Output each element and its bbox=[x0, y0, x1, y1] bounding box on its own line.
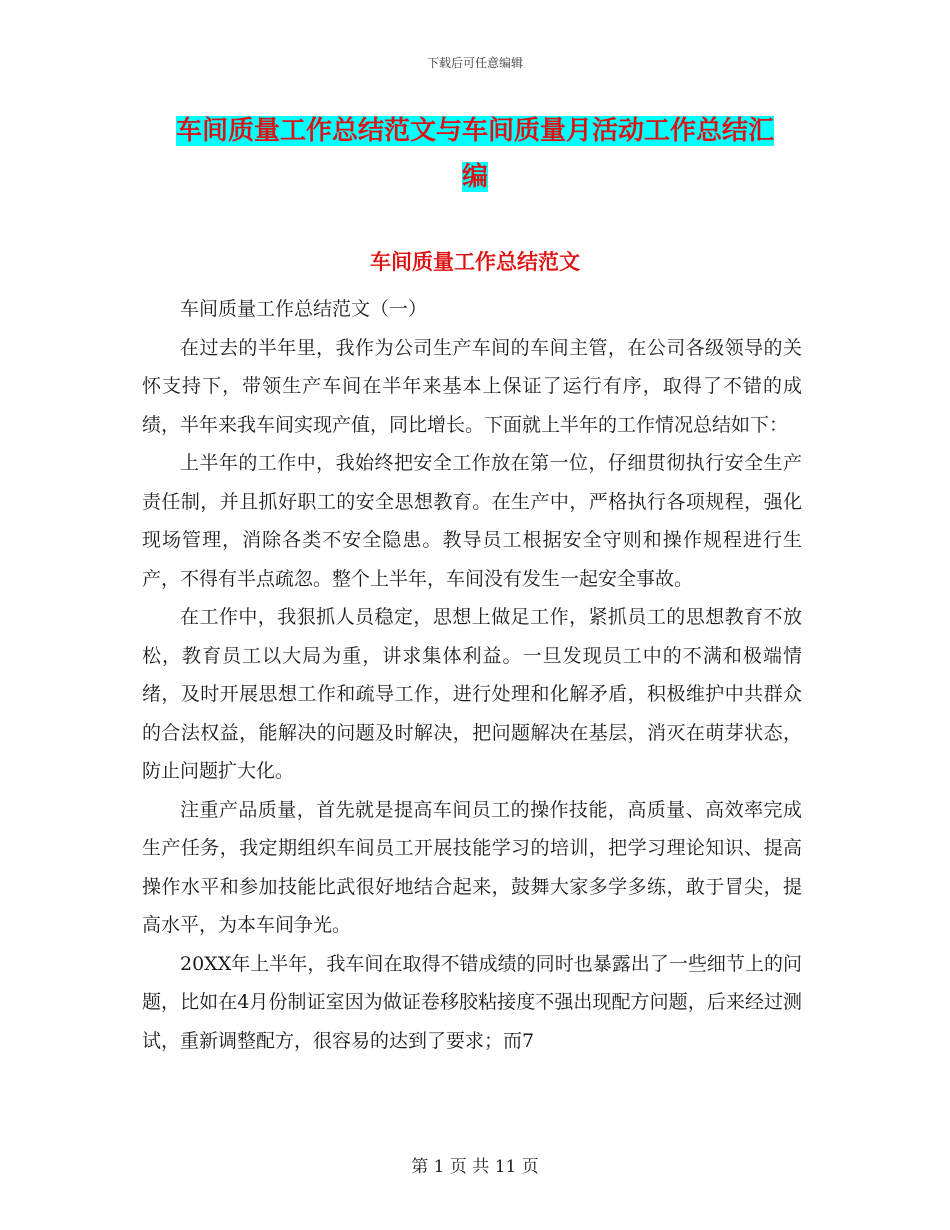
document-body bbox=[142, 290, 802, 1060]
paragraph: 注重产品质量，首先就是提高车间员工的操作技能，高质量、高效率完成生产任务，我定期组织车间员工开展技能学习的培训，把学习理论知识、提高操作水平和参加技能比武很好地结合起来，鼓舞大家多学多练，敢于冒尖，提高水平，为本车间争光。 bbox=[142, 798, 802, 936]
section-title: 车间质量工作总结范文 bbox=[370, 250, 580, 274]
header-note: 下载后可任意编辑 bbox=[426, 56, 523, 70]
document-title bbox=[140, 108, 810, 200]
paragraph: 在过去的半年里，我作为公司生产车间的车间主管，在公司各级领导的关怀支持下，带领生产车间在半年来基本上保证了运行有序，取得了不错的成绩，半年来我车间实现产值，同比增长。下面就上半年的工作情况总结如下： bbox=[142, 336, 802, 436]
paragraph: 上半年的工作中，我始终把安全工作放在第一位，仔细贯彻执行安全生产责任制，并且抓好职工的安全思想教育。在生产中，严格执行各项规程，强化现场管理，消除各类不安全隐患。教导员工根据安全守则和操作规程进行生产，不得有半点疏忽。整个上半年，车间没有发生一起安全事故。 bbox=[142, 452, 802, 590]
document-title-line-1: 车间质量工作总结范文与车间质量月活动工作总结汇 bbox=[175, 116, 774, 146]
document-title-line-2: 编 bbox=[461, 162, 488, 192]
page-footer: 第 1 页 共 11 页 bbox=[411, 1157, 539, 1177]
paragraph: 在工作中，我狠抓人员稳定，思想上做足工作，紧抓员工的思想教育不放松，教育员工以大局为重，讲求集体利益。一旦发现员工中的不满和极端情绪，及时开展思想工作和疏导工作，进行处理和化解矛盾，积极维护中共群众的合法权益，能解决的问题及时解决，把问题解决在基层，消灭在萌芽状态，防止问题扩大化。 bbox=[142, 606, 802, 782]
paragraph-subtitle: 车间质量工作总结范文（一） bbox=[180, 298, 428, 320]
paragraph: 20XX年上半年，我车间在取得不错成绩的同时也暴露出了一些细节上的问题，比如在4月份制证室因为做证卷移胶粘接度不强出现配方问题，后来经过测试，重新调整配方，很容易的达到了要求；而7 bbox=[142, 952, 802, 1052]
